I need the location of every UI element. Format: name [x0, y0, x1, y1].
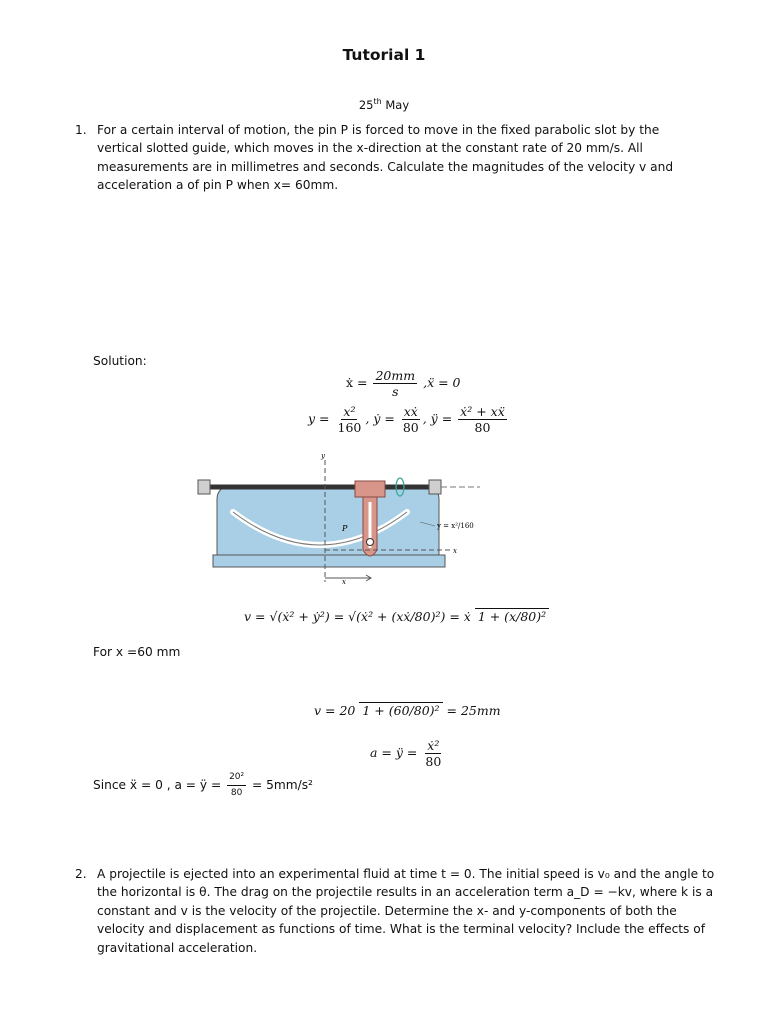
eq-since: [93, 770, 313, 801]
right-support: [429, 480, 441, 494]
eq-v60: [314, 702, 501, 718]
slotted-guide-figure: [195, 450, 490, 590]
eq-y: y = $\frac{\text{x²}}{160}$ , ẏ = $\frac{\text{xẋ}}{80}$ , ÿ = $\frac{\text{ẋ² + xẍ}}{80}$: [308, 404, 505, 435]
question-2: [75, 865, 722, 957]
block-base: [213, 555, 445, 567]
v60-rhs: = 25mm: [446, 703, 501, 718]
since-rhs: = 5mm/s²: [252, 778, 313, 792]
yddot-den: 80: [474, 420, 491, 435]
a-lhs: a = ÿ =: [370, 745, 418, 760]
eq-a: [370, 738, 445, 769]
pin-label: P: [342, 524, 348, 533]
y-axis-label: y: [321, 452, 325, 460]
date: [0, 97, 768, 112]
question-2-number: 2.: [75, 867, 87, 881]
y-num: x²: [343, 404, 356, 419]
question-1: [75, 121, 697, 195]
a-den: 80: [425, 754, 442, 769]
ydot-den: 80: [402, 420, 419, 435]
guide-collar: [355, 481, 385, 497]
date-month: May: [385, 97, 410, 112]
x-axis-label: x: [453, 547, 457, 555]
v-inner: 1 + (x/80)²: [475, 608, 549, 624]
yddot-num: ẋ² + xẍ: [460, 404, 505, 419]
question-1-text: For a certain interval of motion, the pin P is forced to move in the fixed parabolic slot by the vertical slotted guide, which moves in the x-direction at the constant rate of 20 mm/s. All measurements are in millimetres and seconds. Calculate the magnitudes of the velocity v and acceleration a of pin P when x= 60mm.: [97, 123, 674, 193]
x-dimension-label: x: [342, 578, 346, 586]
since-den: 80: [230, 788, 243, 798]
y-den: 160: [337, 420, 362, 435]
left-support: [198, 480, 210, 494]
eq-velocity: [244, 608, 549, 624]
xdot-num: 20mm: [375, 368, 416, 383]
ydot-num: xẋ: [403, 404, 418, 419]
v-lhs: v = √(ẋ² + ẏ²) = √(ẋ² + (xẋ/80)²) = ẋ: [244, 609, 471, 624]
date-suffix: th: [373, 97, 382, 106]
date-day: 25: [358, 97, 374, 112]
for-x-label: For x =60 mm: [93, 645, 181, 659]
xddot: ,ẍ = 0: [423, 375, 461, 390]
eq-xdot: ẋ = $\frac{20mm}{s}$ ,ẍ = 0: [346, 368, 461, 399]
a-num: ẋ²: [427, 738, 440, 753]
curve-label: y = x²/160: [437, 522, 474, 530]
solution-label: Solution:: [93, 354, 147, 368]
since-lhs: Since ẍ = 0 , a = ÿ =: [93, 778, 222, 792]
pin-p: [367, 539, 374, 546]
question-1-number: 1.: [75, 123, 87, 137]
since-num: 20²: [227, 770, 246, 786]
page-title: Tutorial 1: [342, 46, 426, 64]
v60-lhs: v = 20: [314, 703, 356, 718]
xdot-den: s: [392, 384, 399, 399]
v60-inner: 1 + (60/80)²: [359, 702, 442, 718]
question-2-text: A projectile is ejected into an experimental fluid at time t = 0. The initial speed is v₀ and the angle to the horizontal is θ. The drag on the projectile results in an acceleration term a_D = −kv, where k is a constant and v is the velocity of the projectile. Determine the x- and y-components of both the velocity and displacement as functions of time. What is the terminal velocity? Include the effects of gravitational acceleration.: [97, 867, 715, 955]
